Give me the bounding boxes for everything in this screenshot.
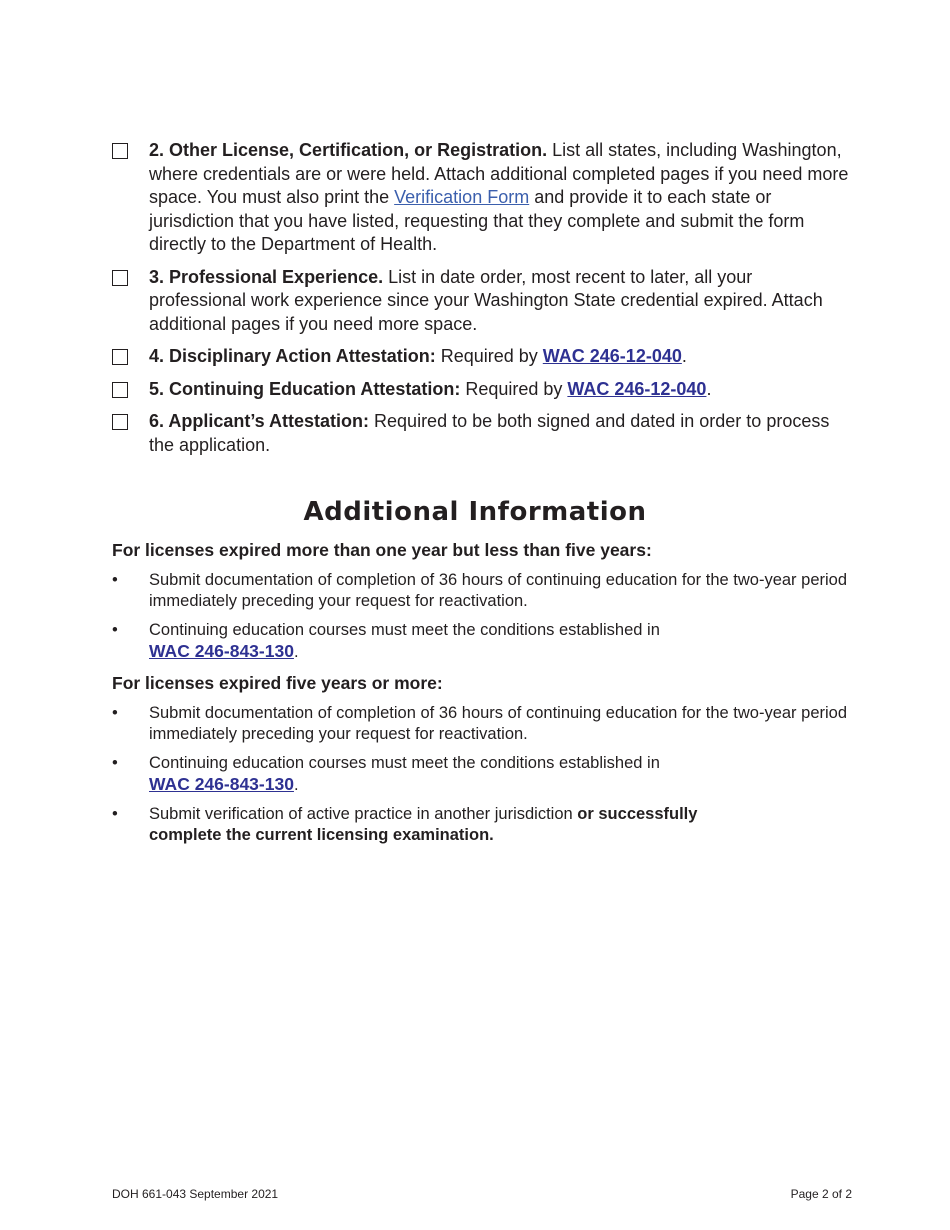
checklist-item-continuing-education <box>112 378 852 402</box>
item-text: List all states, including Washington, where credentials are or were held. Attach additional completed pages if you need more space. You must also print the <box>149 140 849 207</box>
wac-246-843-130-link[interactable]: WAC 246-843-130 <box>149 773 294 794</box>
checklist <box>112 139 852 466</box>
period: . <box>681 346 687 366</box>
section-title: For licenses expired more than one year but less than five years: <box>112 540 652 560</box>
wac-246-12-040-link[interactable]: WAC 246-12-040 <box>542 346 682 366</box>
list-item <box>112 620 852 662</box>
checklist-item-applicant-attestation <box>112 410 852 457</box>
bullet-bold-text: or successfully complete the current licensing examination. <box>149 805 698 844</box>
item-text: Required by <box>460 378 568 399</box>
checkbox[interactable] <box>112 270 128 286</box>
list-item <box>112 703 852 744</box>
footer-form-id: DOH 661-043 September 2021 <box>112 1187 279 1201</box>
footer-page-number: Page 2 of 2 <box>790 1187 852 1201</box>
verification-form-link[interactable]: Verification Form <box>394 187 530 207</box>
section-one-to-five-years <box>112 539 852 671</box>
bullet-text: Submit documentation of completion of 36 hours of continuing education for the two-year period immediately preceding your request for reactivation. <box>149 704 848 743</box>
item-text: Required by <box>435 346 543 366</box>
section-title: For licenses expired five years or more: <box>112 673 443 693</box>
item-text: and provide it to each state or jurisdiction that you have listed, requesting that they complete and submit the form directly to the Department of Health. <box>149 187 805 254</box>
bullet-text: Continuing education courses must meet the conditions established in <box>149 754 660 772</box>
item-title: 4. Disciplinary Action Attestation: <box>149 346 436 366</box>
bullet-icon: • <box>112 704 118 722</box>
item-title: 5. Continuing Education Attestation: <box>149 378 461 399</box>
period: . <box>706 378 712 399</box>
bullet-icon: • <box>112 754 118 772</box>
list-item <box>112 570 852 611</box>
bullet-text: Continuing education courses must meet the conditions established in <box>149 621 660 639</box>
section-five-years-or-more <box>112 672 852 854</box>
wac-246-12-040-link[interactable]: WAC 246-12-040 <box>567 378 707 399</box>
checkbox[interactable] <box>112 349 128 365</box>
list-item <box>112 753 852 795</box>
item-text: List in date order, most recent to later, all your professional work experience since your Washington State credential expired. Attach additional pages if you need more space. <box>149 266 823 334</box>
checklist-item-professional-experience <box>112 266 852 337</box>
bullet-text: Submit documentation of completion of 36 hours of continuing education for the two-year period immediately preceding your request for reactivation. <box>149 571 848 610</box>
bullet-icon: • <box>112 805 118 823</box>
period: . <box>293 775 299 794</box>
period: . <box>293 642 299 661</box>
checklist-item-other-license <box>112 139 852 257</box>
item-text: Required to be both signed and dated in order to process the application. <box>149 411 830 455</box>
checkbox[interactable] <box>112 414 128 430</box>
checklist-item-disciplinary <box>112 345 852 369</box>
checkbox[interactable] <box>112 382 128 398</box>
bullet-text: Submit verification of active practice in another jurisdiction <box>149 805 578 823</box>
item-title: 6. Applicant’s Attestation: <box>149 411 370 431</box>
additional-info-heading: Additional Information <box>303 497 647 527</box>
list-item <box>112 804 749 845</box>
item-title: 2. Other License, Certification, or Registration. <box>149 140 548 160</box>
checkbox[interactable] <box>112 143 128 159</box>
bullet-icon: • <box>112 571 118 589</box>
item-title: 3. Professional Experience. <box>149 266 384 287</box>
wac-246-843-130-link[interactable]: WAC 246-843-130 <box>149 640 294 661</box>
bullet-icon: • <box>112 621 118 639</box>
